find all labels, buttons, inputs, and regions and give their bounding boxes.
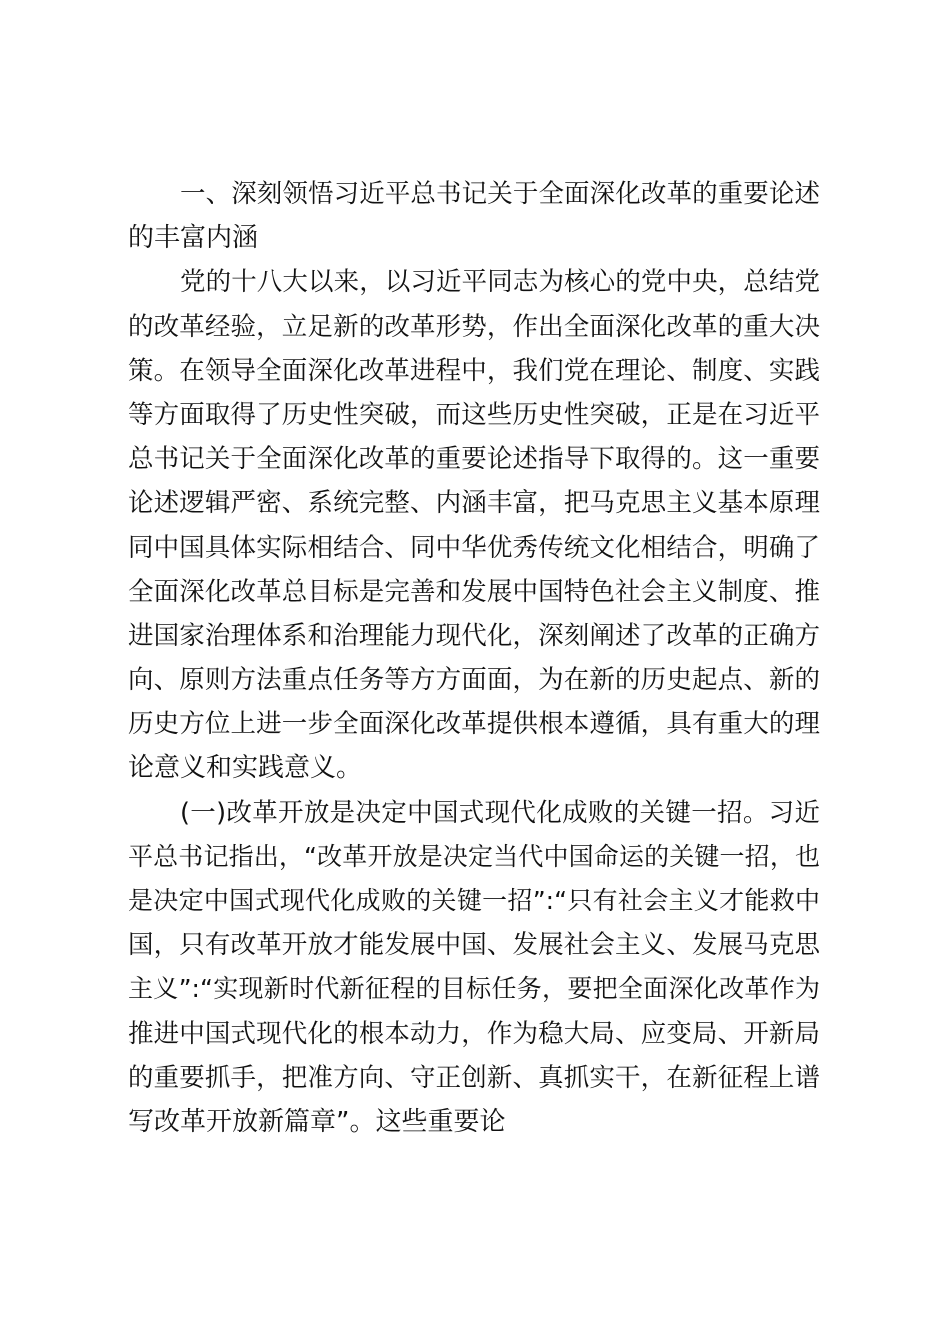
section-heading-line: 一、深刻领悟习近平总书记关于全面深化改革的重要论述	[180, 179, 820, 209]
paragraph-line: 全面深化改革总目标是完善和发展中国特色社会主义制度、推	[128, 576, 820, 607]
paragraph-line: 主义”:“实现新时代新征程的目标任务，要把全面深化改革作为	[128, 974, 820, 1004]
paragraph-line: 策。在领导全面深化改革进程中，我们党在理论、制度、实践	[128, 355, 820, 386]
paragraph-line: 向、原则方法重点任务等方方面面，为在新的历史起点、新的	[128, 665, 820, 696]
section-heading-line: 的丰富内涵	[128, 223, 259, 254]
paragraph-line: 党的十八大以来，以习近平同志为核心的党中央，总结党	[180, 267, 820, 298]
paragraph-line: 的改革经验，立足新的改革形势，作出全面深化改革的重大决	[128, 311, 820, 342]
paragraph-line: 平总书记指出，“改革开放是决定当代中国命运的关键一招，也	[128, 841, 820, 871]
paragraph-line: 论意义和实践意义。	[128, 753, 363, 784]
document-body	[128, 172, 820, 1144]
paragraph-line: 的重要抓手，把准方向、守正创新、真抓实干，在新征程上谱	[128, 1062, 820, 1093]
paragraph-line: 历史方位上进一步全面深化改革提供根本遵循，具有重大的理	[128, 709, 820, 740]
paragraph-line: 同中国具体实际相结合、同中华优秀传统文化相结合，明确了	[128, 532, 820, 563]
paragraph-line: 写改革开放新篇章”。这些重要论	[128, 1106, 506, 1137]
paragraph-line: (一)改革开放是决定中国式现代化成败的关键一招。习近	[180, 797, 820, 828]
paragraph-line: 国，只有改革开放才能发展中国、发展社会主义、发展马克思	[128, 930, 820, 961]
paragraph-line: 总书记关于全面深化改革的重要论述指导下取得的。这一重要	[128, 444, 820, 475]
paragraph-line: 进国家治理体系和治理能力现代化，深刻阐述了改革的正确方	[128, 620, 820, 651]
paragraph-line: 是决定中国式现代化成败的关键一招”:“只有社会主义才能救中	[128, 886, 820, 915]
paragraph-line: 推进中国式现代化的根本动力，作为稳大局、应变局、开新局	[128, 1018, 820, 1049]
paragraph-line: 等方面取得了历史性突破，而这些历史性突破，正是在习近平	[128, 399, 820, 430]
paragraph-line: 论述逻辑严密、系统完整、内涵丰富，把马克思主义基本原理	[128, 488, 820, 519]
